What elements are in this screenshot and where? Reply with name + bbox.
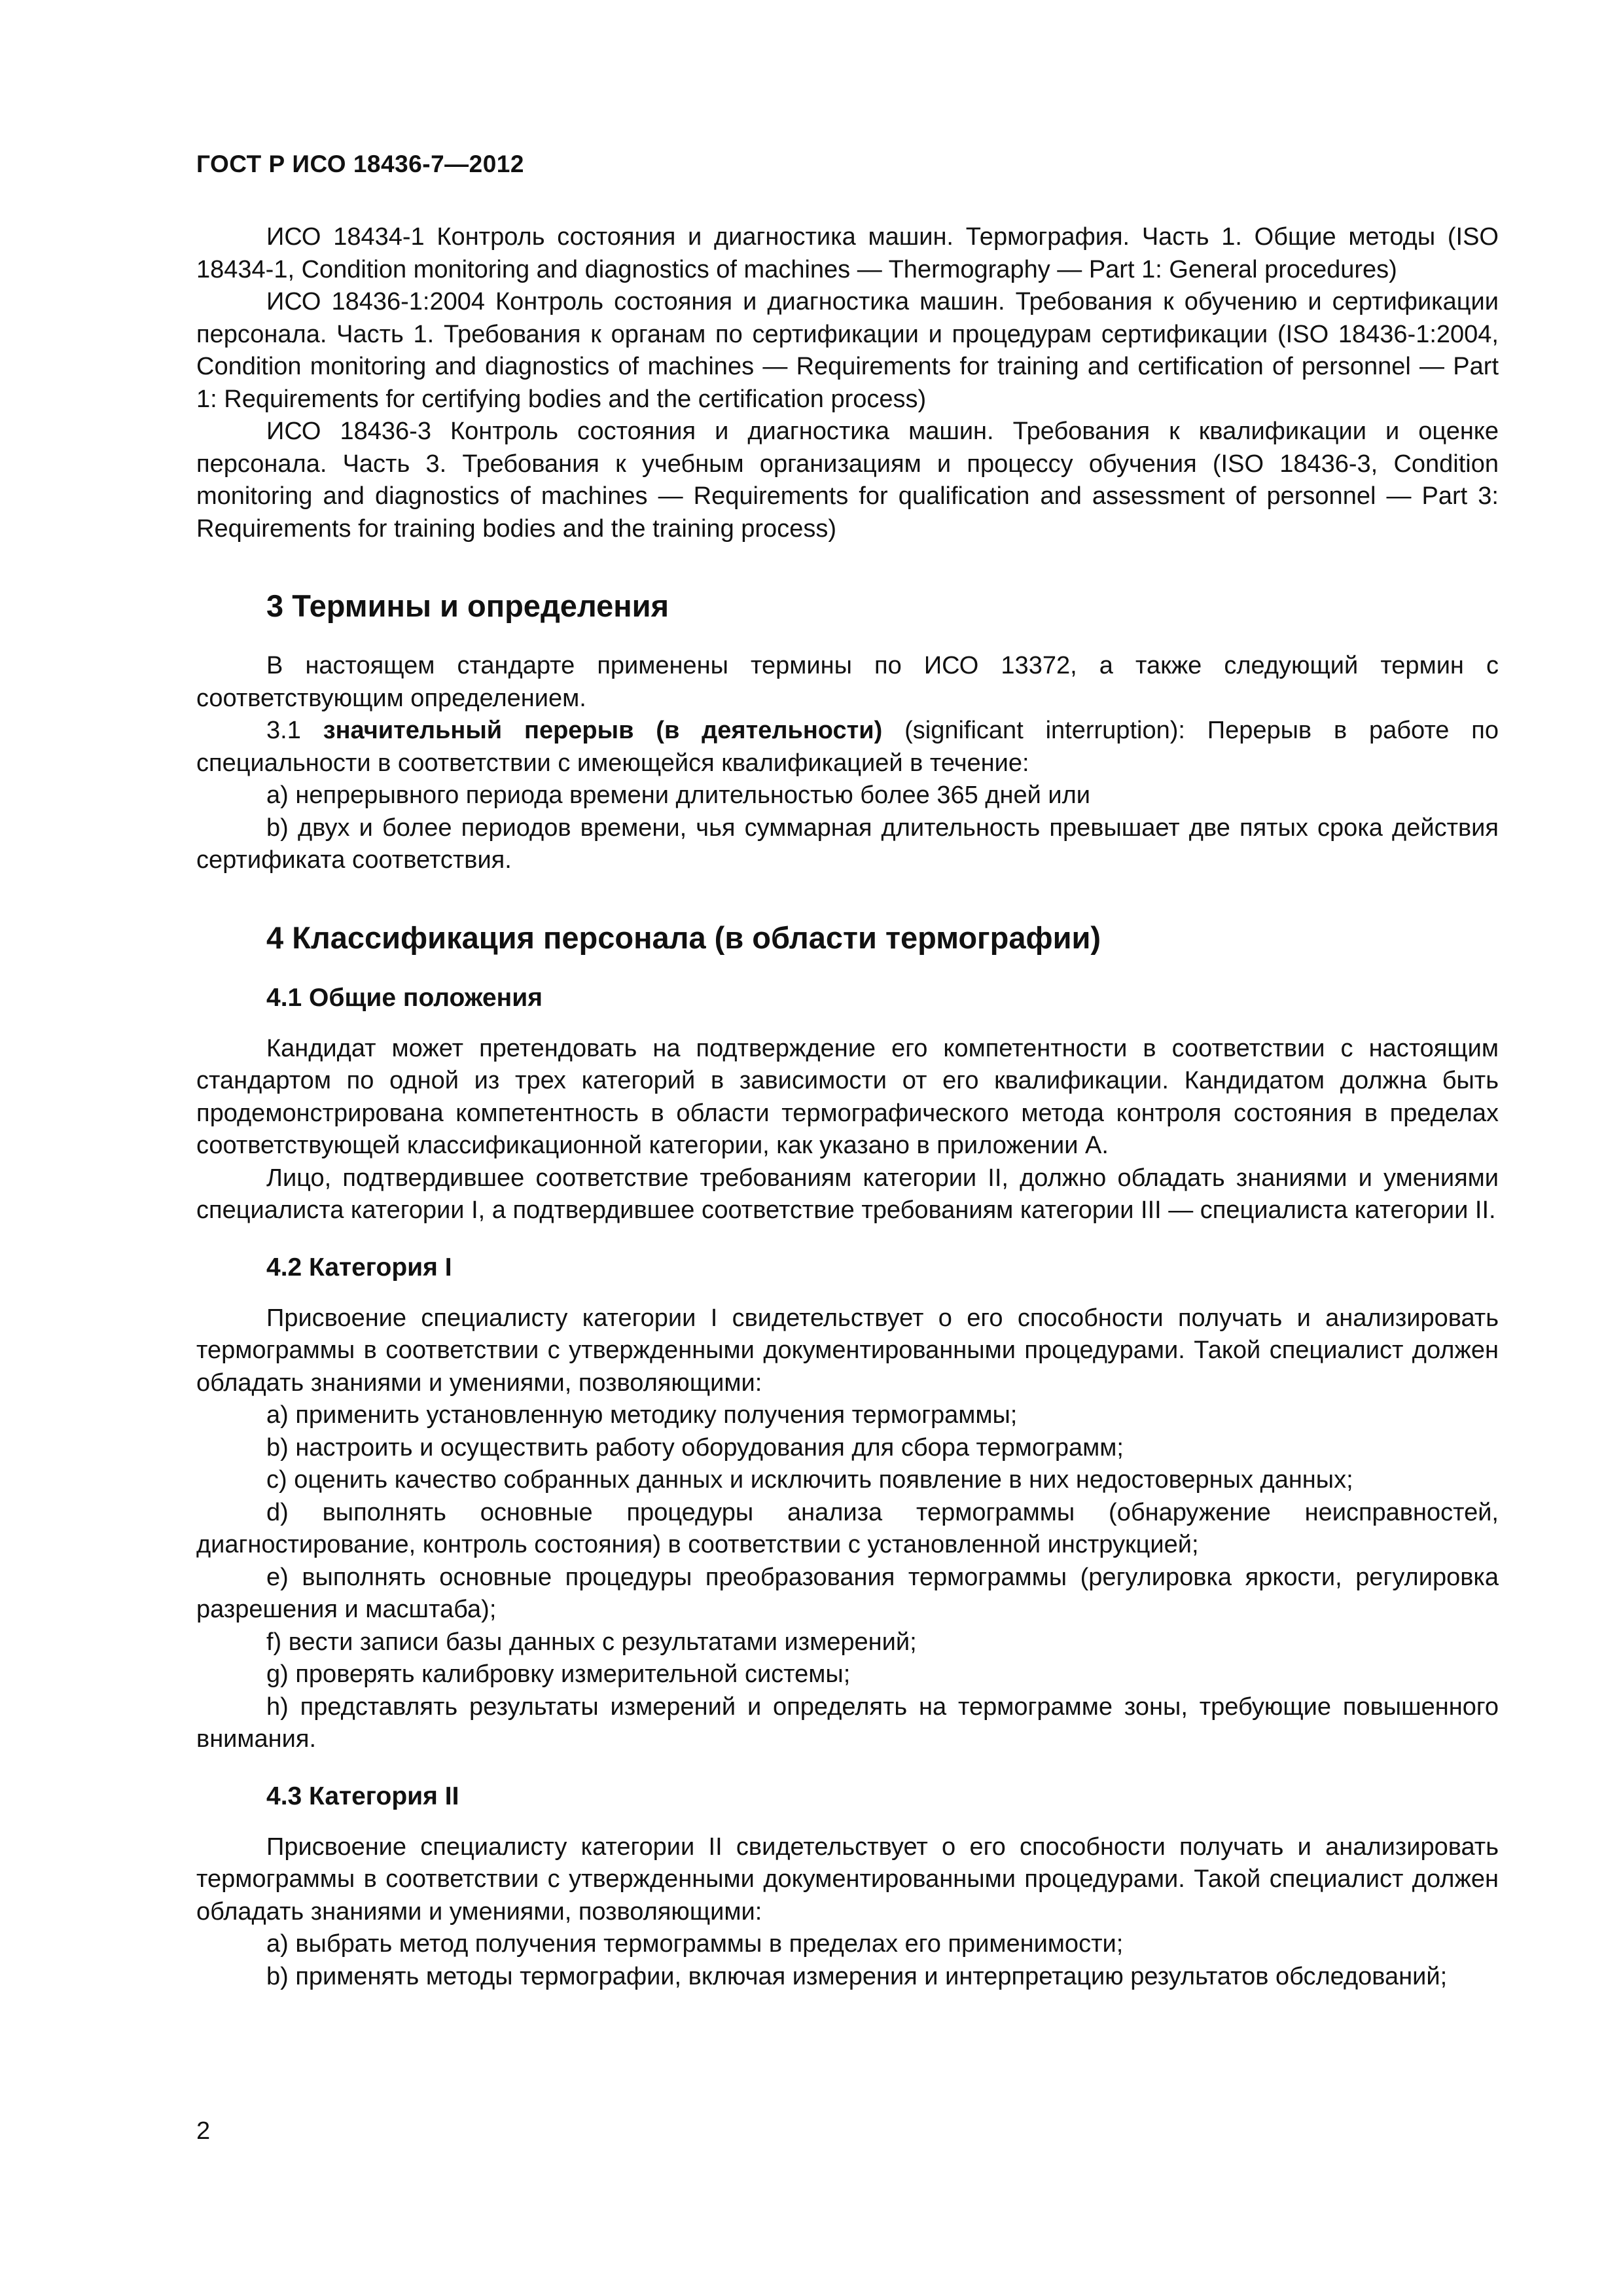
definition-3-1 xyxy=(196,715,1499,780)
list-item: a) применить установленную методику получения термограммы; xyxy=(266,1401,1018,1429)
section-4-3-title: 4.3 Категория II xyxy=(266,1782,459,1810)
definition-number: 3.1 xyxy=(266,717,323,744)
list-item: d) выполнять основные процедуры анализа термограммы (обнаружение неисправностей, диагностирование, контроль состояния) в соответствии с установленной инструкцией; xyxy=(196,1498,1499,1558)
paragraph: Кандидат может претендовать на подтверждение его компетентности в соответствии с настоящим стандартом по одной из трех категорий в зависимости от его квалификации. Кандидатом должна быть продемонстрирована компетентность в области термографического метода контроля состояния в пределах соответствующей классификационной категории, как указано в приложении А. xyxy=(196,1034,1499,1159)
definition-text: (significant interruption): Перерыв в работе по специальности в соответствии с имеющейся квалификацией в течение: xyxy=(196,717,1499,777)
document-header: ГОСТ Р ИСО 18436-7—2012 xyxy=(196,151,524,177)
page-number: 2 xyxy=(196,2117,211,2145)
paragraph: Присвоение специалисту категории II свидетельствует о его способности получать и анализировать термограммы в соответствии с утвержденными документированными процедурами. Такой специалист должен обладать знаниями и умениями, позволяющими: xyxy=(196,1833,1499,1926)
section-3-intro: В настоящем стандарте применены термины по ИСО 13372, а также следующий термин с соответствующим определением. xyxy=(196,652,1499,712)
section-4-title: 4 Классификация персонала (в области термографии) xyxy=(266,920,1101,955)
list-item: f) вести записи базы данных с результатами измерений; xyxy=(266,1628,917,1656)
list-item: b) двух и более периодов времени, чья суммарная длительность превышает две пятых срока действия сертификата соответствия. xyxy=(196,814,1499,874)
reference-item: ИСО 18434-1 Контроль состояния и диагностика машин. Термография. Часть 1. Общие методы (ISO 18434-1, Condition monitoring and diagnostics of machines — Thermography — Part 1: General procedures) xyxy=(196,223,1499,283)
document-page xyxy=(196,151,1499,1993)
list-item: b) применять методы термографии, включая измерения и интерпретацию результатов обследований; xyxy=(266,1962,1448,1990)
paragraph: Присвоение специалисту категории I свидетельствует о его способности получать и анализировать термограммы в соответствии с утвержденными документированными процедурами. Такой специалист должен обладать знаниями и умениями, позволяющими: xyxy=(196,1304,1499,1397)
list-item: e) выполнять основные процедуры преобразования термограммы (регулировка яркости, регулировка разрешения и масштаба); xyxy=(196,1563,1499,1623)
section-3-title: 3 Термины и определения xyxy=(266,588,669,623)
section-4-1-title: 4.1 Общие положения xyxy=(266,983,543,1012)
section-4-2-title: 4.2 Категория I xyxy=(266,1253,452,1282)
list-item: c) оценить качество собранных данных и исключить появление в них недостоверных данных; xyxy=(266,1466,1353,1494)
reference-item: ИСО 18436-1:2004 Контроль состояния и диагностика машин. Требования к обучению и сертификации персонала. Часть 1. Требования к органам по сертификации и процедурам сертификации (ISO 18436-1:2004, Condition monitoring and diagnostics of machines — Requirements for training and certification of personnel — Part 1: Requirements for certifying bodies and the certification process) xyxy=(196,288,1499,413)
list-item: b) настроить и осуществить работу оборудования для сбора термограмм; xyxy=(266,1433,1124,1462)
list-item: h) представлять результаты измерений и определять на термограмме зоны, требующие повышенного внимания. xyxy=(196,1693,1499,1753)
paragraph: Лицо, подтвердившее соответствие требованиям категории II, должно обладать знаниями и умениями специалиста категории I, а подтвердившее соответствие требованиям категории III — специалиста категории II. xyxy=(196,1164,1499,1224)
definition-term: значительный перерыв (в деятельности) xyxy=(323,717,883,744)
list-item: a) выбрать метод получения термограммы в пределах его применимости; xyxy=(266,1930,1124,1958)
reference-item: ИСО 18436-3 Контроль состояния и диагностика машин. Требования к квалификации и оценке персонала. Часть 3. Требования к учебным организациям и процессу обучения (ISO 18436-3, Condition monitoring and diagnostics of machines — Requirements for qualification and assessment of personnel — Part 3: Requirements for training bodies and the training process) xyxy=(196,418,1499,543)
list-item: g) проверять калибровку измерительной системы; xyxy=(266,1660,851,1688)
list-item: a) непрерывного периода времени длительностью более 365 дней или xyxy=(266,781,1090,809)
